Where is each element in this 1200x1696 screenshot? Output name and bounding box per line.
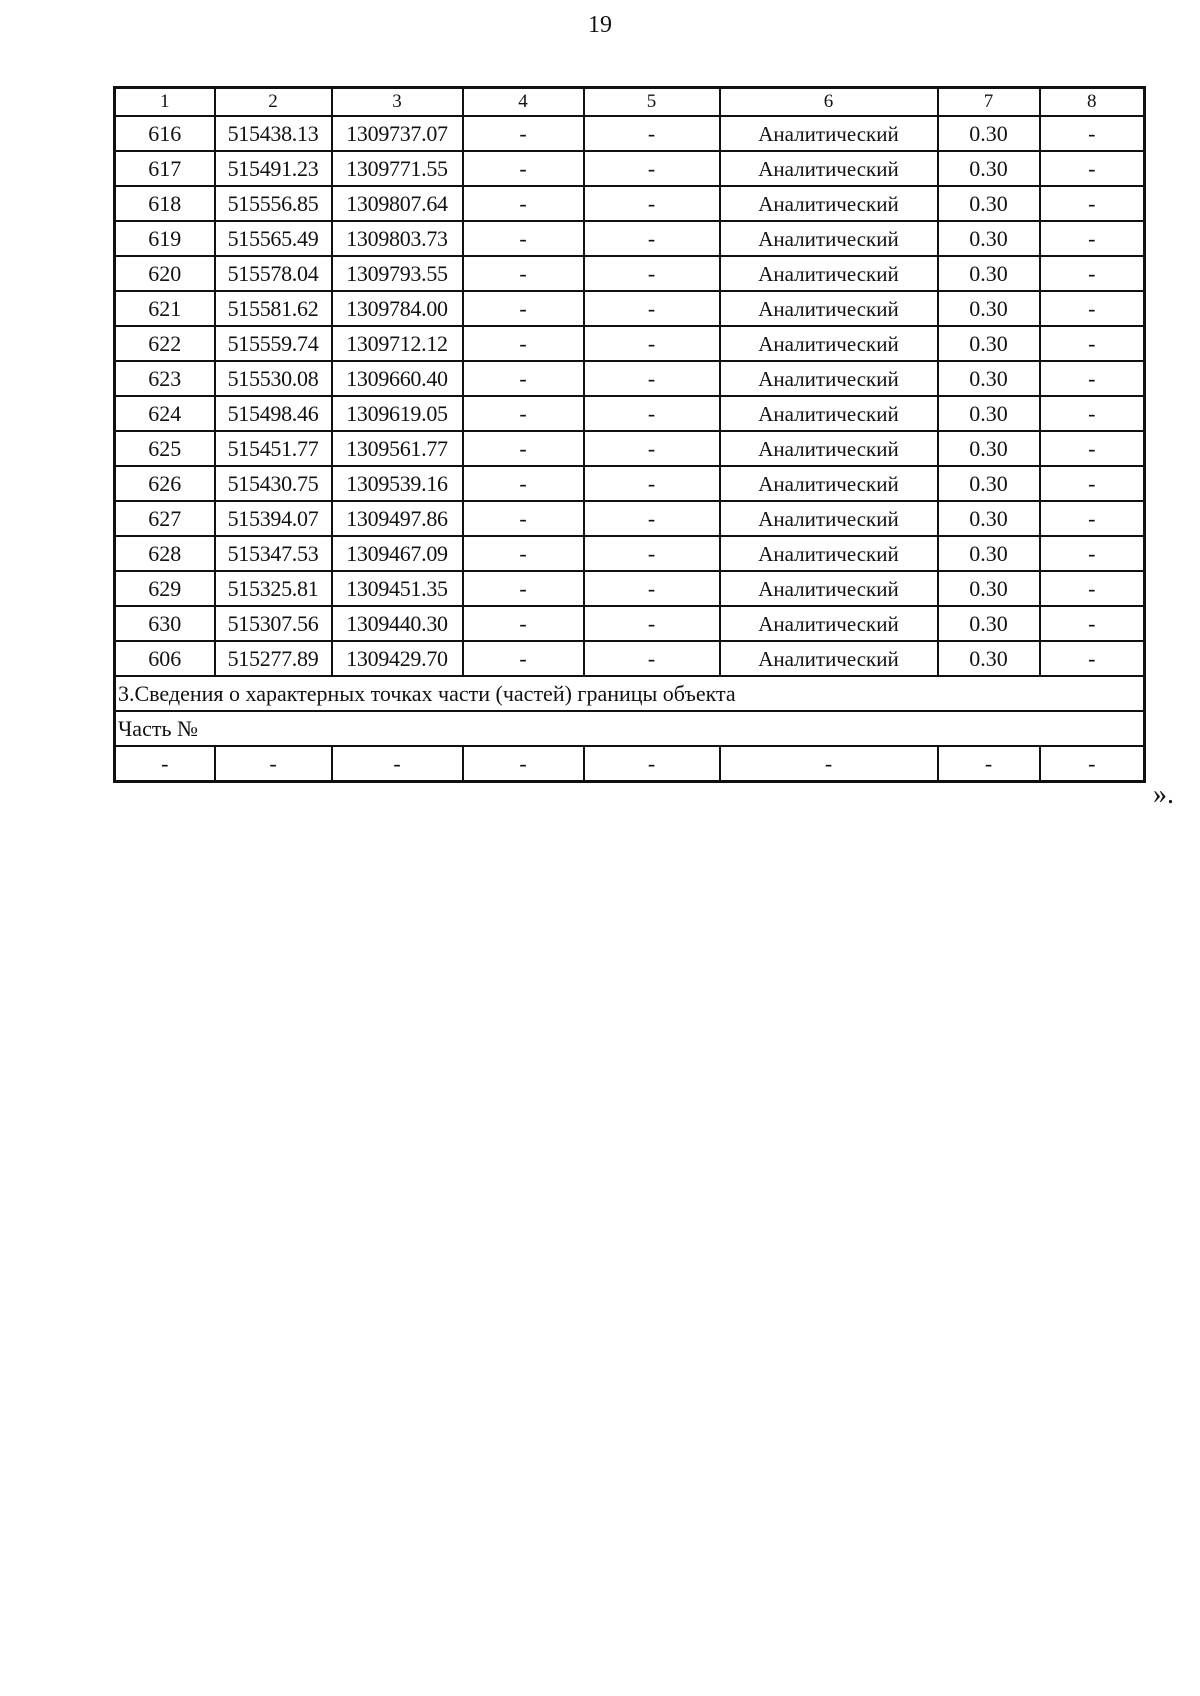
point-number-cell: 618 bbox=[115, 186, 215, 221]
method-cell: Аналитический bbox=[720, 571, 938, 606]
column-8-cell: - bbox=[1040, 361, 1145, 396]
method-cell: Аналитический bbox=[720, 501, 938, 536]
x-coordinate-cell: 515498.46 bbox=[215, 396, 332, 431]
y-coordinate-cell: 1309451.35 bbox=[332, 571, 463, 606]
column-number: 1 bbox=[115, 88, 215, 117]
section-title-row bbox=[115, 676, 1145, 711]
part-label-row bbox=[115, 711, 1145, 746]
column-5-cell: - bbox=[584, 256, 720, 291]
column-5-cell: - bbox=[584, 606, 720, 641]
column-4-cell: - bbox=[463, 256, 584, 291]
empty-cell: - bbox=[938, 746, 1040, 782]
point-number-cell: 626 bbox=[115, 466, 215, 501]
x-coordinate-cell: 515451.77 bbox=[215, 431, 332, 466]
table-row bbox=[115, 536, 1145, 571]
column-4-cell: - bbox=[463, 291, 584, 326]
point-number-cell: 630 bbox=[115, 606, 215, 641]
empty-cell: - bbox=[463, 746, 584, 782]
point-number-cell: 628 bbox=[115, 536, 215, 571]
table-row bbox=[115, 221, 1145, 256]
column-4-cell: - bbox=[463, 431, 584, 466]
column-8-cell: - bbox=[1040, 606, 1145, 641]
y-coordinate-cell: 1309784.00 bbox=[332, 291, 463, 326]
column-4-cell: - bbox=[463, 466, 584, 501]
x-coordinate-cell: 515325.81 bbox=[215, 571, 332, 606]
column-8-cell: - bbox=[1040, 431, 1145, 466]
y-coordinate-cell: 1309561.77 bbox=[332, 431, 463, 466]
y-coordinate-cell: 1309807.64 bbox=[332, 186, 463, 221]
y-coordinate-cell: 1309771.55 bbox=[332, 151, 463, 186]
y-coordinate-cell: 1309429.70 bbox=[332, 641, 463, 676]
column-8-cell: - bbox=[1040, 396, 1145, 431]
accuracy-cell: 0.30 bbox=[938, 501, 1040, 536]
empty-cell: - bbox=[332, 746, 463, 782]
x-coordinate-cell: 515559.74 bbox=[215, 326, 332, 361]
method-cell: Аналитический bbox=[720, 116, 938, 151]
column-8-cell: - bbox=[1040, 571, 1145, 606]
accuracy-cell: 0.30 bbox=[938, 396, 1040, 431]
column-number: 4 bbox=[463, 88, 584, 117]
column-5-cell: - bbox=[584, 151, 720, 186]
x-coordinate-cell: 515430.75 bbox=[215, 466, 332, 501]
point-number-cell: 622 bbox=[115, 326, 215, 361]
y-coordinate-cell: 1309467.09 bbox=[332, 536, 463, 571]
column-8-cell: - bbox=[1040, 186, 1145, 221]
page-number: 19 bbox=[588, 12, 612, 38]
accuracy-cell: 0.30 bbox=[938, 221, 1040, 256]
point-number-cell: 619 bbox=[115, 221, 215, 256]
table-row bbox=[115, 396, 1145, 431]
column-4-cell: - bbox=[463, 641, 584, 676]
method-cell: Аналитический bbox=[720, 431, 938, 466]
column-4-cell: - bbox=[463, 186, 584, 221]
y-coordinate-cell: 1309737.07 bbox=[332, 116, 463, 151]
x-coordinate-cell: 515491.23 bbox=[215, 151, 332, 186]
method-cell: Аналитический bbox=[720, 466, 938, 501]
point-number-cell: 621 bbox=[115, 291, 215, 326]
method-cell: Аналитический bbox=[720, 641, 938, 676]
column-4-cell: - bbox=[463, 571, 584, 606]
column-number: 2 bbox=[215, 88, 332, 117]
column-4-cell: - bbox=[463, 151, 584, 186]
column-8-cell: - bbox=[1040, 501, 1145, 536]
accuracy-cell: 0.30 bbox=[938, 326, 1040, 361]
method-cell: Аналитический bbox=[720, 221, 938, 256]
x-coordinate-cell: 515277.89 bbox=[215, 641, 332, 676]
table-row bbox=[115, 326, 1145, 361]
x-coordinate-cell: 515565.49 bbox=[215, 221, 332, 256]
section-title: 3.Сведения о характерных точках части (частей) границы объекта bbox=[115, 676, 1145, 711]
accuracy-cell: 0.30 bbox=[938, 186, 1040, 221]
table-row bbox=[115, 571, 1145, 606]
column-8-cell: - bbox=[1040, 256, 1145, 291]
y-coordinate-cell: 1309539.16 bbox=[332, 466, 463, 501]
column-5-cell: - bbox=[584, 291, 720, 326]
column-5-cell: - bbox=[584, 221, 720, 256]
column-number: 6 bbox=[720, 88, 938, 117]
accuracy-cell: 0.30 bbox=[938, 151, 1040, 186]
column-number: 3 bbox=[332, 88, 463, 117]
table-row bbox=[115, 466, 1145, 501]
empty-cell: - bbox=[115, 746, 215, 782]
method-cell: Аналитический bbox=[720, 361, 938, 396]
accuracy-cell: 0.30 bbox=[938, 606, 1040, 641]
table-row bbox=[115, 116, 1145, 151]
method-cell: Аналитический bbox=[720, 151, 938, 186]
accuracy-cell: 0.30 bbox=[938, 571, 1040, 606]
column-4-cell: - bbox=[463, 396, 584, 431]
column-4-cell: - bbox=[463, 536, 584, 571]
table-row bbox=[115, 361, 1145, 396]
x-coordinate-cell: 515347.53 bbox=[215, 536, 332, 571]
column-8-cell: - bbox=[1040, 326, 1145, 361]
column-5-cell: - bbox=[584, 361, 720, 396]
method-cell: Аналитический bbox=[720, 186, 938, 221]
column-5-cell: - bbox=[584, 116, 720, 151]
column-8-cell: - bbox=[1040, 466, 1145, 501]
column-4-cell: - bbox=[463, 116, 584, 151]
accuracy-cell: 0.30 bbox=[938, 431, 1040, 466]
method-cell: Аналитический bbox=[720, 291, 938, 326]
y-coordinate-cell: 1309793.55 bbox=[332, 256, 463, 291]
point-number-cell: 620 bbox=[115, 256, 215, 291]
table-row bbox=[115, 186, 1145, 221]
method-cell: Аналитический bbox=[720, 326, 938, 361]
column-4-cell: - bbox=[463, 361, 584, 396]
column-5-cell: - bbox=[584, 536, 720, 571]
column-number: 8 bbox=[1040, 88, 1145, 117]
y-coordinate-cell: 1309660.40 bbox=[332, 361, 463, 396]
y-coordinate-cell: 1309803.73 bbox=[332, 221, 463, 256]
accuracy-cell: 0.30 bbox=[938, 116, 1040, 151]
column-4-cell: - bbox=[463, 606, 584, 641]
column-5-cell: - bbox=[584, 186, 720, 221]
point-number-cell: 623 bbox=[115, 361, 215, 396]
x-coordinate-cell: 515556.85 bbox=[215, 186, 332, 221]
accuracy-cell: 0.30 bbox=[938, 256, 1040, 291]
x-coordinate-cell: 515578.04 bbox=[215, 256, 332, 291]
table-row bbox=[115, 606, 1145, 641]
column-4-cell: - bbox=[463, 326, 584, 361]
column-5-cell: - bbox=[584, 571, 720, 606]
accuracy-cell: 0.30 bbox=[938, 466, 1040, 501]
column-8-cell: - bbox=[1040, 641, 1145, 676]
column-4-cell: - bbox=[463, 221, 584, 256]
accuracy-cell: 0.30 bbox=[938, 361, 1040, 396]
point-number-cell: 616 bbox=[115, 116, 215, 151]
column-5-cell: - bbox=[584, 466, 720, 501]
table-row bbox=[115, 151, 1145, 186]
column-5-cell: - bbox=[584, 326, 720, 361]
column-5-cell: - bbox=[584, 431, 720, 466]
x-coordinate-cell: 515438.13 bbox=[215, 116, 332, 151]
column-8-cell: - bbox=[1040, 536, 1145, 571]
method-cell: Аналитический bbox=[720, 256, 938, 291]
accuracy-cell: 0.30 bbox=[938, 291, 1040, 326]
table-row bbox=[115, 431, 1145, 466]
table-row bbox=[115, 501, 1145, 536]
point-number-cell: 629 bbox=[115, 571, 215, 606]
part-label: Часть № bbox=[115, 711, 1145, 746]
accuracy-cell: 0.30 bbox=[938, 536, 1040, 571]
x-coordinate-cell: 515581.62 bbox=[215, 291, 332, 326]
column-4-cell: - bbox=[463, 501, 584, 536]
table-row bbox=[115, 291, 1145, 326]
x-coordinate-cell: 515307.56 bbox=[215, 606, 332, 641]
point-number-cell: 627 bbox=[115, 501, 215, 536]
table-body bbox=[115, 88, 1145, 782]
empty-cell: - bbox=[215, 746, 332, 782]
method-cell: Аналитический bbox=[720, 606, 938, 641]
column-8-cell: - bbox=[1040, 151, 1145, 186]
point-number-cell: 606 bbox=[115, 641, 215, 676]
column-number: 7 bbox=[938, 88, 1040, 117]
y-coordinate-cell: 1309440.30 bbox=[332, 606, 463, 641]
empty-cell: - bbox=[720, 746, 938, 782]
point-number-cell: 617 bbox=[115, 151, 215, 186]
accuracy-cell: 0.30 bbox=[938, 641, 1040, 676]
closing-quote-mark: ». bbox=[1153, 779, 1174, 810]
column-number-row bbox=[115, 88, 1145, 117]
column-number: 5 bbox=[584, 88, 720, 117]
column-5-cell: - bbox=[584, 501, 720, 536]
column-8-cell: - bbox=[1040, 116, 1145, 151]
x-coordinate-cell: 515530.08 bbox=[215, 361, 332, 396]
point-number-cell: 625 bbox=[115, 431, 215, 466]
column-8-cell: - bbox=[1040, 291, 1145, 326]
empty-part-row bbox=[115, 746, 1145, 782]
column-5-cell: - bbox=[584, 396, 720, 431]
y-coordinate-cell: 1309619.05 bbox=[332, 396, 463, 431]
table-row bbox=[115, 641, 1145, 676]
y-coordinate-cell: 1309712.12 bbox=[332, 326, 463, 361]
method-cell: Аналитический bbox=[720, 396, 938, 431]
empty-cell: - bbox=[1040, 746, 1145, 782]
column-5-cell: - bbox=[584, 641, 720, 676]
table-row bbox=[115, 256, 1145, 291]
method-cell: Аналитический bbox=[720, 536, 938, 571]
empty-cell: - bbox=[584, 746, 720, 782]
point-number-cell: 624 bbox=[115, 396, 215, 431]
column-8-cell: - bbox=[1040, 221, 1145, 256]
y-coordinate-cell: 1309497.86 bbox=[332, 501, 463, 536]
coordinates-table bbox=[113, 86, 1146, 783]
x-coordinate-cell: 515394.07 bbox=[215, 501, 332, 536]
